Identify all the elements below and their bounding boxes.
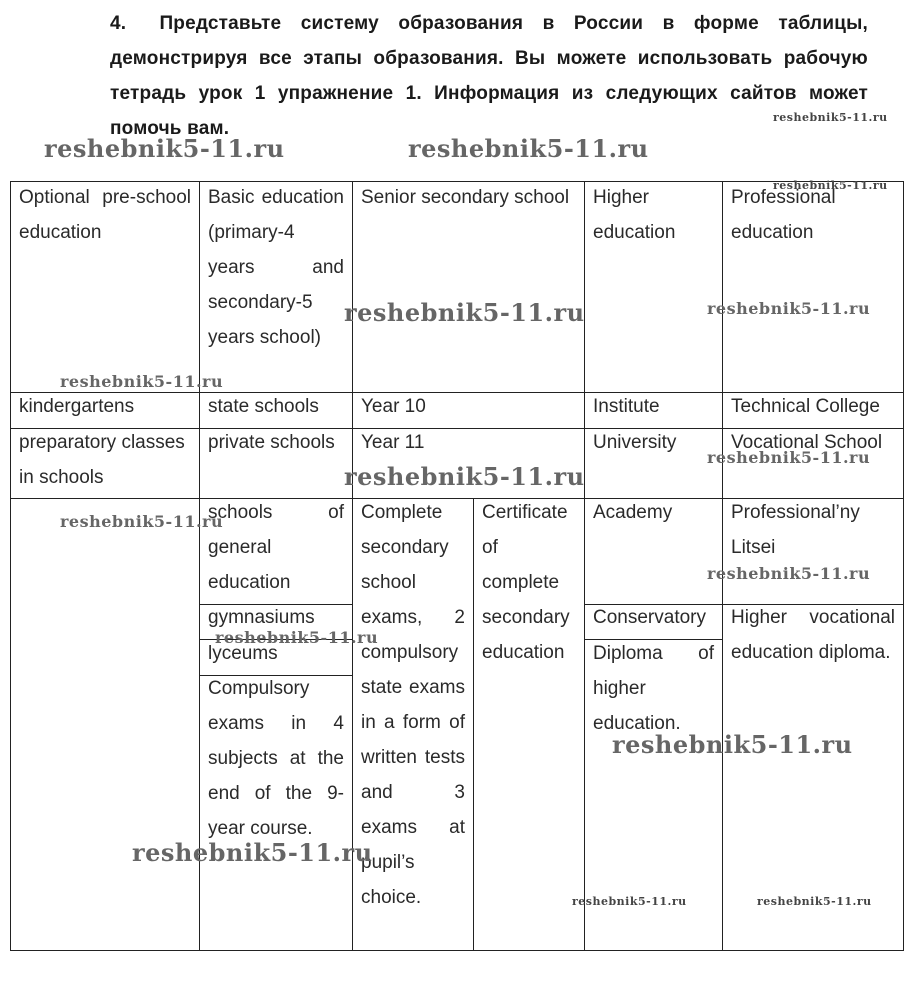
watermark: reshebnik5-11.ru [44, 134, 285, 163]
watermark: reshebnik5-11.ru [132, 838, 373, 867]
table-col-divider [584, 181, 585, 951]
watermark: reshebnik5-11.ru [215, 628, 379, 647]
cell-state-schools: state schools [208, 396, 319, 417]
cell-professionalny-litsei: Professional’ny Litsei [731, 502, 860, 558]
cell-private-schools: private schools [208, 432, 335, 453]
watermark: reshebnik5-11.ru [408, 134, 649, 163]
cell-academy: Academy [593, 502, 673, 523]
cell-lyceums: lyceums [208, 643, 278, 664]
watermark: reshebnik5-11.ru [344, 462, 585, 491]
cell-compulsory-exams: Compulsory exams in 4 subjects at the end of the 9-year course. [208, 678, 344, 839]
watermark: reshebnik5-11.ru [707, 564, 871, 583]
cell-professional-education-header: Professional education [731, 187, 836, 243]
table-border-left [10, 181, 11, 951]
cell-institute: Institute [593, 396, 660, 417]
watermark: reshebnik5-11.ru [572, 895, 687, 908]
cell-technical-college: Technical College [731, 396, 880, 417]
table-border-right [903, 181, 904, 951]
watermark: reshebnik5-11.ru [60, 512, 224, 531]
cell-gymnasiums: gymnasiums [208, 607, 315, 628]
task-text [110, 6, 868, 146]
cell-secondary-school-exams: Complete secondary school exams, 2 compulsory state exams in a form of written tests and 3 exams at pupil’s choice. [361, 502, 465, 908]
watermark: reshebnik5-11.ru [773, 179, 888, 192]
watermark: reshebnik5-11.ru [60, 372, 224, 391]
cell-year-10: Year 10 [361, 396, 426, 417]
cell-kindergartens: kindergartens [19, 396, 135, 417]
watermark: reshebnik5-11.ru [612, 730, 853, 759]
cell-basic-education-header: Basic education (primary-4 years and secondary-5 years school) [208, 187, 344, 348]
table-border-bottom [10, 950, 903, 951]
cell-conservatory: Conservatory [593, 607, 706, 628]
cell-vocational-diploma: Higher vocational education diploma. [731, 607, 895, 663]
cell-general-education-schools: schools of general education [208, 502, 344, 593]
watermark: reshebnik5-11.ru [773, 111, 888, 124]
task-body: Представьте систему образования в России в форме таблицы, демонстрируя все этапы образования. Вы можете использовать рабочую тетрадь урок 1 упражнение 1. Информация из следующих сайтов может помочь вам. [110, 13, 868, 139]
cell-higher-education-header: Higher education [593, 187, 676, 243]
watermark: reshebnik5-11.ru [757, 895, 872, 908]
cell-vocational-school: Vocational School [731, 432, 883, 453]
cell-certificate: Certificate of complete secondary education [482, 502, 570, 663]
cell-senior-school-header: Senior secondary school [361, 187, 570, 208]
cell-preschool-header: Optional pre-school education [19, 187, 191, 243]
cell-year-11: Year 11 [361, 432, 425, 453]
cell-diploma-higher-education: Diploma of higher education. [593, 643, 714, 734]
watermark: reshebnik5-11.ru [707, 448, 871, 467]
cell-preparatory-classes: preparatory classes in schools [19, 432, 185, 488]
task-number: 4. [110, 13, 127, 34]
watermark: reshebnik5-11.ru [707, 299, 871, 318]
cell-university: University [593, 432, 677, 453]
watermark: reshebnik5-11.ru [344, 298, 585, 327]
